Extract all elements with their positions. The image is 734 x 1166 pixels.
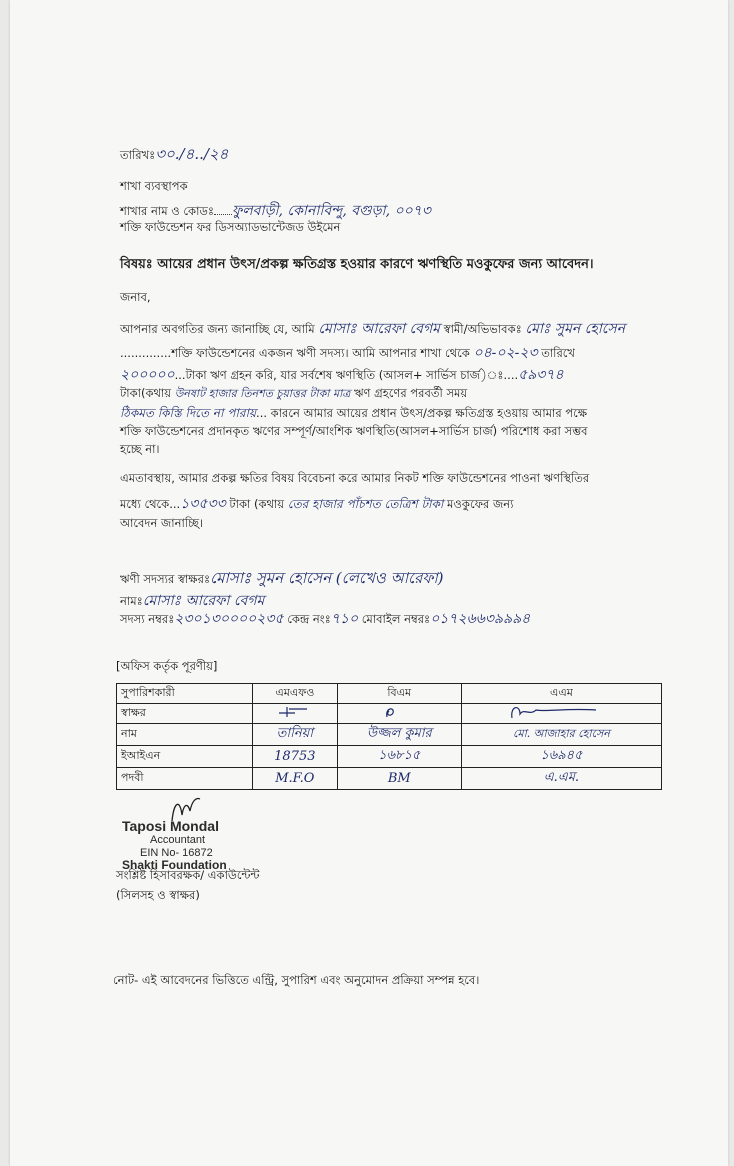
center-number-handwritten: ৭১০ bbox=[330, 611, 359, 627]
signature-cell bbox=[461, 704, 661, 724]
table-row-name bbox=[117, 724, 662, 746]
number-label: সদস্য নম্বরঃ bbox=[120, 612, 175, 626]
accountant-line: সংশ্লিষ্ট হিসাবরক্ষক/ একাউন্টেন্ট bbox=[116, 868, 260, 882]
row-label: স্বাক্ষর bbox=[117, 704, 253, 724]
guardian-name-handwritten: মোঃ সুমন হোসেন bbox=[525, 321, 626, 337]
mobile-number-handwritten: ০১৭২৬৬৩৯৯৯৪ bbox=[430, 611, 531, 627]
body-line-3 bbox=[120, 363, 564, 387]
body-line-1 bbox=[120, 317, 625, 341]
row-label: ইআইএন bbox=[117, 746, 253, 768]
body-text: ঋণ গ্রহণের পরবর্তী সময় bbox=[354, 386, 468, 400]
outstanding-handwritten: ৫৯৩৭৪ bbox=[518, 367, 564, 383]
body-text: ..............শক্তি ফাউন্ডেশনের একজন ঋণী সদস্য। আমি আপনার শাখা থেকে bbox=[120, 346, 470, 360]
row-label: নাম bbox=[117, 724, 253, 746]
body-text: ...টাকা ঋণ গ্রহন করি, যার সর্বশেষ ঋণস্থিতি (আসল+ সার্ভিস চার্জ)ঃ.... bbox=[174, 368, 519, 382]
reason-handwritten: ঠিকমত কিস্তি দিতে না পারায় bbox=[120, 406, 257, 420]
salutation: জনাব, bbox=[120, 290, 151, 304]
addressee: শাখা ব্যবস্থাপক bbox=[120, 179, 188, 193]
waiver-words-handwritten: তের হাজার পাঁচশত তেত্রিশ টাকা bbox=[287, 497, 444, 511]
signature-scribble-icon bbox=[379, 705, 419, 719]
body-line-7: হচ্ছে না। bbox=[120, 442, 160, 456]
body-text: স্বামী/অভিভাবকঃ bbox=[443, 322, 522, 336]
stamp-name: Taposi Mondal bbox=[122, 818, 219, 834]
date-value: ৩০./৪../২৪ bbox=[155, 145, 229, 163]
signature-scribble-icon bbox=[506, 704, 616, 720]
body-text: আপনার অবগতির জন্য জানাচ্ছি যে, আমি bbox=[120, 322, 315, 336]
date-label: তারিখঃ bbox=[120, 148, 156, 162]
waiver-amount-handwritten: ১৩৫৩৩ bbox=[180, 496, 226, 512]
body-line-6: শক্তি ফাউন্ডেশনের প্রদানকৃত ঋণের সম্পূর্ণ/আংশিক ঋণস্থিতি(আসল+সার্ভিস চার্জ) পরিশোধ করা সম্ভব bbox=[120, 424, 588, 438]
branch-value: ফুলবাড়ী, কোনাবিন্দু, বগুড়া, ০০৭৩ bbox=[232, 203, 431, 219]
office-table bbox=[116, 683, 662, 790]
signature-cell bbox=[337, 704, 461, 724]
stamp-title: Accountant bbox=[150, 834, 206, 846]
table-cell: 18753 bbox=[253, 746, 338, 768]
table-header-cell: সুপারিশকারী bbox=[117, 684, 253, 704]
body-text: ... কারনে আমার আয়ের প্রধান উৎস/প্রকল্প ক্ষতিগ্রস্ত হওয়ায় আমার পক্ষে bbox=[256, 406, 588, 420]
table-row-signature bbox=[117, 704, 662, 724]
body-text: মধ্যে থেকে... bbox=[120, 497, 181, 511]
table-header-cell: এমএফও bbox=[253, 684, 338, 704]
table-cell: ১৬৯৪৫ bbox=[461, 746, 661, 768]
table-header-row bbox=[117, 684, 662, 704]
loan-amount-handwritten: ২০০০০০ bbox=[120, 367, 175, 383]
table-cell: এ.এম. bbox=[461, 768, 661, 790]
mobile-label: মোবাইল নম্বরঃ bbox=[361, 612, 431, 626]
table-row-ein bbox=[117, 746, 662, 768]
member-number-handwritten: ২৩০১৩০০০০২৩৫ bbox=[174, 611, 284, 627]
member-number-line bbox=[120, 607, 530, 631]
body-text: তারিখে bbox=[541, 346, 575, 360]
org-name: শক্তি ফাউন্ডেশন ফর ডিসঅ্যাডভান্টেজড উইমেন bbox=[120, 220, 341, 234]
applicant-name-handwritten: মোসাঃ আরেফা বেগম bbox=[318, 321, 440, 337]
row-label: পদবী bbox=[117, 768, 253, 790]
table-row-designation bbox=[117, 768, 662, 790]
body-text: মওকুফের জন্য bbox=[447, 497, 514, 511]
subject-line: বিষয়ঃ আয়ের প্রধান উৎস/প্রকল্প ক্ষতিগ্রস্ত হওয়ার কারণে ঋণস্থিতি মওকুফের জন্য আবেদন। bbox=[120, 257, 594, 272]
table-header-cell: বিএম bbox=[337, 684, 461, 704]
branch-label: শাখার নাম ও কোডঃ bbox=[120, 204, 215, 218]
body-line-5 bbox=[120, 405, 587, 425]
signature-scribble-icon bbox=[275, 705, 315, 719]
accountant-seal-note: (সিলসহ ও স্বাক্ষর) bbox=[116, 888, 200, 902]
loan-date-handwritten: ০৪-০২-২৩ bbox=[473, 345, 538, 361]
body-line-4 bbox=[120, 385, 467, 404]
table-cell: BM bbox=[337, 768, 461, 790]
signature-label: ঋণী সদস্যর স্বাক্ষরঃ bbox=[120, 572, 211, 586]
member-signature: মোসাঃ সুমন হোসেন (লেখেও আরেফা) bbox=[210, 569, 444, 587]
table-cell: মো. আজাহার হোসেন bbox=[461, 724, 661, 746]
body-text: টাকা(কথায় bbox=[120, 386, 172, 400]
member-name-handwritten: মোসাঃ আরেফা বেগম bbox=[142, 593, 265, 609]
body-text: টাকা (কথায় bbox=[229, 497, 285, 511]
stamp-org: Shakti Foundation bbox=[122, 858, 227, 872]
body-para2-line-3: আবেদন জানাচ্ছি। bbox=[120, 516, 204, 530]
table-cell: ১৬৮১৫ bbox=[337, 746, 461, 768]
body-para2-line-2 bbox=[120, 492, 513, 516]
center-label: কেন্দ্র নংঃ bbox=[287, 612, 331, 626]
document-page bbox=[10, 0, 728, 1166]
body-line-2 bbox=[120, 341, 575, 365]
table-cell: তানিয়া bbox=[253, 724, 338, 746]
date-line bbox=[120, 143, 228, 168]
table-cell: উজ্জল কুমার bbox=[337, 724, 461, 746]
footer-note: নোট- এই আবেদনের ভিত্তিতে এন্ট্রি, সুপারিশ এবং অনুমোদন প্রক্রিয়া সম্পন্ন হবে। bbox=[113, 973, 480, 987]
signature-cell bbox=[253, 704, 338, 724]
amount-words-handwritten: উনষাট হাজার তিনশত চুয়াত্তর টাকা মাত্র bbox=[174, 387, 351, 400]
table-header-cell: এএম bbox=[461, 684, 661, 704]
name-label: নামঃ bbox=[120, 594, 143, 608]
table-cell: M.F.O bbox=[253, 768, 338, 790]
stamp-ein: EIN No- 16872 bbox=[140, 847, 213, 859]
body-para2-line-1: এমতাবস্থায়, আমার প্রকল্প ক্ষতির বিষয় বিবেচনা করে আমার নিকট শক্তি ফাউন্ডেশনের পাওনা ঋণস্থিতির bbox=[120, 471, 590, 485]
office-heading: [অফিস কর্তৃক পূরণীয়] bbox=[116, 659, 218, 673]
